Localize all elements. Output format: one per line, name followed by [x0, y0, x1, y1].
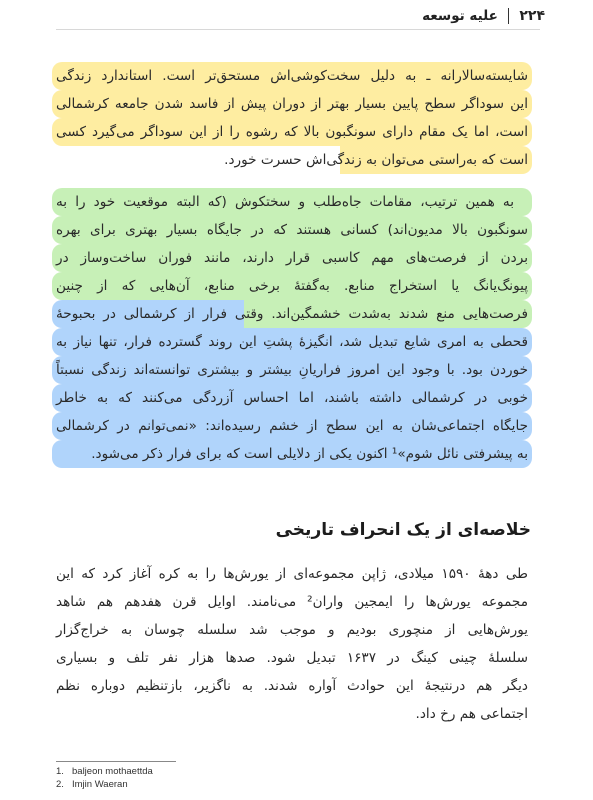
running-header [422, 6, 545, 26]
footnote-divider [56, 761, 176, 762]
paragraph-3 [52, 560, 532, 728]
text-line: مجموعه یورش‌ها را ایمجین واران² می‌نامند. اوایل قرن هفدهم هم شاهد [56, 594, 528, 610]
page-number: ۲۲۴ [519, 8, 545, 24]
text-line: شایسته‌سالارانه ـ به دلیل سخت‌کوشی‌اش مستحق‌تر است. استاندارد زندگی [52, 62, 532, 90]
text-line: پیونگ‌یانگ یا استخراج منابع. به‌گفتهٔ برخی منابع، آن‌هایی که از چنین [52, 272, 532, 300]
footnote-text: baljeon mothaettda [72, 766, 153, 777]
text-line: قحطی به امری شایع تبدیل شد، انگیزهٔ پشتِ این روند گسترده فرار، تنها نیاز به [52, 328, 532, 356]
footnote-number: 1. [56, 766, 64, 777]
text-line: دیگر هم درنتیجهٔ این حوادث آواره شدند. به ناگزیر، بازتنظیم دوباره نظم [56, 678, 528, 694]
paragraph-1 [52, 62, 532, 174]
footnotes [56, 765, 153, 791]
footnote-text: Imjin Waeran [72, 779, 128, 790]
book-title: علیه توسعه [422, 8, 498, 24]
text-line: خوردن بود. با وجود این امروز فراریانِ بیشتر و بیشتری توانسته‌اند زندگی نسبتاً [52, 356, 532, 384]
paragraph-2 [52, 188, 532, 468]
text-line: این سوداگر سطح پایین بسیار بهتر از دوران پیش از فاسد شدن جامعه کرشمالی [52, 90, 532, 118]
text-line: یورش‌هایی از منچوری بودیم و موجب شد سلسله چوسان به خراج‌گزار [56, 622, 528, 638]
text-line: اجتماعی هم رخ داد. [415, 706, 528, 722]
text-line: است، اما یک مقام دارای سونگبون بالا که رشوه را از این سوداگر می‌گیرد کسی [52, 118, 532, 146]
text-line: طی دههٔ ۱۵۹۰ میلادی، ژاپن مجموعه‌ای از یورش‌ها را به کره آغاز کرد که این [56, 566, 528, 582]
text-line: بردن از فرصت‌های مهم کاسبی قرار دارند، مانند فوران ساخت‌وساز در [52, 244, 532, 272]
footnote-item [56, 765, 153, 778]
section-heading: خلاصه‌ای از یک انحراف تاریخی [275, 520, 531, 540]
text-line: است که به‌راستی می‌توان به زندگی‌اش حسرت خورد. [52, 146, 532, 174]
text-line: به همین ترتیب، مقامات جاه‌طلب و سختکوش (که البته موقعیت خود را به [52, 188, 532, 216]
footnote-item [56, 778, 153, 791]
footnote-number: 2. [56, 779, 64, 790]
header-separator [508, 8, 510, 24]
text-line: جایگاه اجتماعی‌شان به این سطح از خشم رسیده‌اند: «نمی‌توانم در کرشمالی [52, 412, 532, 440]
text-line: فرصت‌هایی منع شدند به‌شدت خشمگین‌اند. وقتی فرار از کرشمالی در بحبوحهٔ [52, 300, 532, 328]
text-line: به پیشرفتی نائل شوم»¹ اکنون یکی از دلایلی است که برای فرار ذکر می‌شود. [52, 440, 532, 468]
text-line: خوبی در کرشمالی داشته باشند، اما احساس آزردگی می‌کنند که به خاطر [52, 384, 532, 412]
text-line: سونگبون بالا مدیون‌اند) کسانی هستند که در جایگاه بسیار بهتری برای بهره [52, 216, 532, 244]
header-divider [56, 29, 540, 30]
text-line: سلسلهٔ چینی کینگ در ۱۶۳۷ تبدیل شود. صدها هزار نفر تلف و بسیاری [56, 650, 528, 666]
